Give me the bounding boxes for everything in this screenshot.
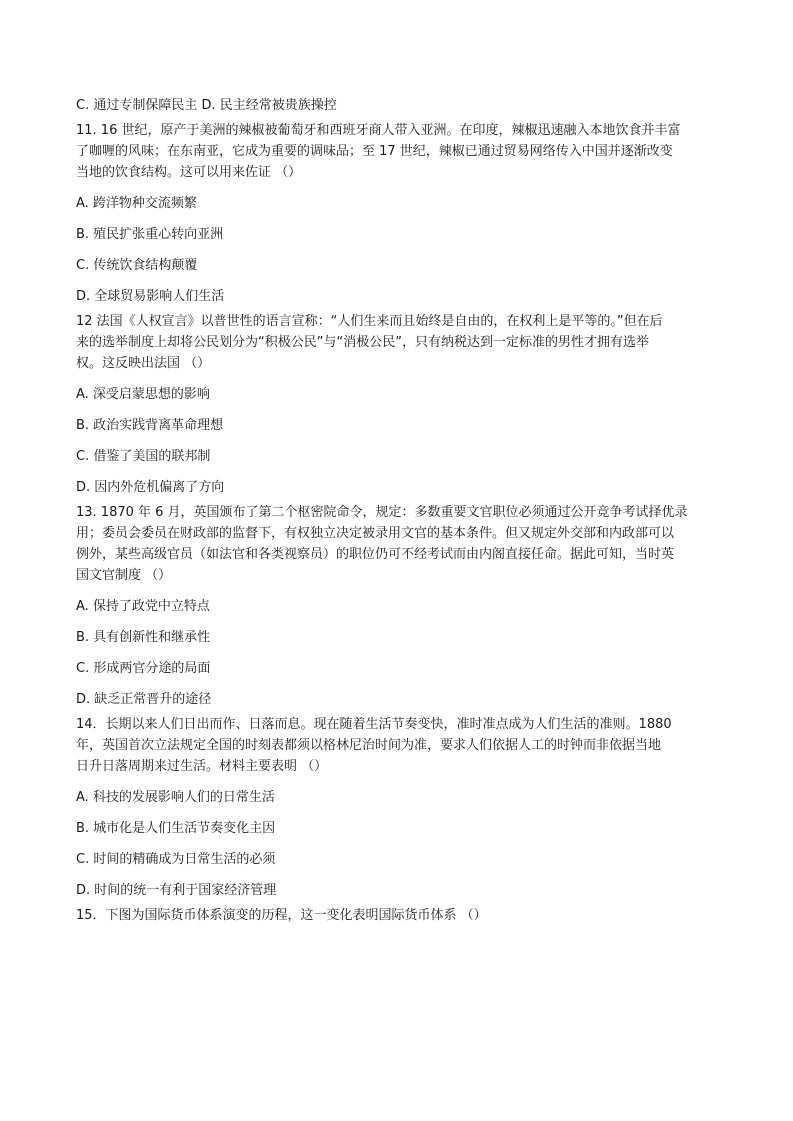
answer-option: C. 借鉴了美国的联邦制 <box>76 449 211 464</box>
question-stem-line: 日升日落周期来过生活。材料主要表明 （） <box>76 759 328 774</box>
answer-option: D. 缺乏正常晋升的途径 <box>76 692 212 707</box>
answer-option: B. 政治实践背离革命理想 <box>76 418 224 433</box>
answer-option: A. 科技的发展影响人们的日常生活 <box>76 790 275 805</box>
question-block <box>76 120 721 307</box>
question-stem-line: 13. 1870 年 6 月，英国颁布了第二个枢密院命令，规定：多数重要文官职位必须通过公开竞争考试择优录 <box>76 505 688 520</box>
answer-option: C. 形成两官分途的局面 <box>76 661 211 676</box>
answer-option: D. 全球贸易影响人们生活 <box>76 289 225 304</box>
question-block <box>76 502 721 710</box>
question-stem-line: 14．长期以来人们日出而作、日落而息。现在随着生活节奏变快，准时准点成为人们生活的准则。1880 <box>76 717 672 732</box>
answer-option: A. 深受启蒙思想的影响 <box>76 387 210 402</box>
question-stem-line: 15．下图为国际货币体系演变的历程，这一变化表明国际货币体系 （） <box>76 908 487 923</box>
question-stem-line: 了咖喱的风味；在东南亚，它成为重要的调味品；至 17 世纪，辣椒已通过贸易网络传入中国并逐渐改变 <box>76 144 673 159</box>
question-stem-line: 年，英国首次立法规定全国的时刻表都须以格林尼治时间为准，要求人们依据人工的时钟而非依据当地 <box>76 738 662 753</box>
question-stem-line: 当地的饮食结构。这可以用来佐证 （） <box>76 165 302 180</box>
answer-option: C. 时间的精确成为日常生活的必须 <box>76 852 276 867</box>
question-stem-line: 国文官制度 （） <box>76 568 172 583</box>
answer-option: A. 跨洋物种交流频繁 <box>76 196 197 211</box>
answer-option: A. 保持了政党中立特点 <box>76 599 210 614</box>
answer-option: C. 传统饮食结构颠覆 <box>76 258 198 273</box>
question-stem-line: 例外，某些高级官员（如法官和各类视察员）的职位仍可不经考试而由内阁直接任命。据此可知，当时英 <box>76 547 675 562</box>
question-stem-line: 11. 16 世纪，原产于美洲的辣椒被葡萄牙和西班牙商人带入亚洲。在印度，辣椒迅速融入本地饮食并丰富 <box>76 123 681 138</box>
question-list <box>76 120 721 926</box>
answer-option: D. 因内外危机偏离了方向 <box>76 480 225 495</box>
question-block <box>76 714 721 901</box>
question-block <box>76 311 721 498</box>
question-stem-line: 12 法国《人权宣言》以普世性的语言宣称：“人们生来而且始终是自由的，在权利上是平等的。”但在后 <box>76 314 663 329</box>
answer-option: D. 时间的统一有利于国家经济管理 <box>76 883 277 898</box>
question-stem-line: 权。这反映出法国 （） <box>76 356 211 371</box>
question-block <box>76 905 721 926</box>
answer-option: B. 具有创新性和继承性 <box>76 630 211 645</box>
exam-page <box>76 95 721 926</box>
question-stem-line: 来的选举制度上却将公民划分为“积极公民”与“消极公民”，只有纳税达到一定标准的男性才拥有选举 <box>76 335 649 350</box>
question-stem-line: 用；委员会委员在财政部的监督下，有权独立决定被录用文官的基本条件。但又规定外交部和内政部可以 <box>76 526 675 541</box>
answer-option: B. 城市化是人们生活节奏变化主因 <box>76 821 276 836</box>
carryover-options: C. 通过专制保障民主 D. 民主经常被贵族操控 <box>76 98 337 113</box>
answer-option: B. 殖民扩张重心转向亚洲 <box>76 227 224 242</box>
